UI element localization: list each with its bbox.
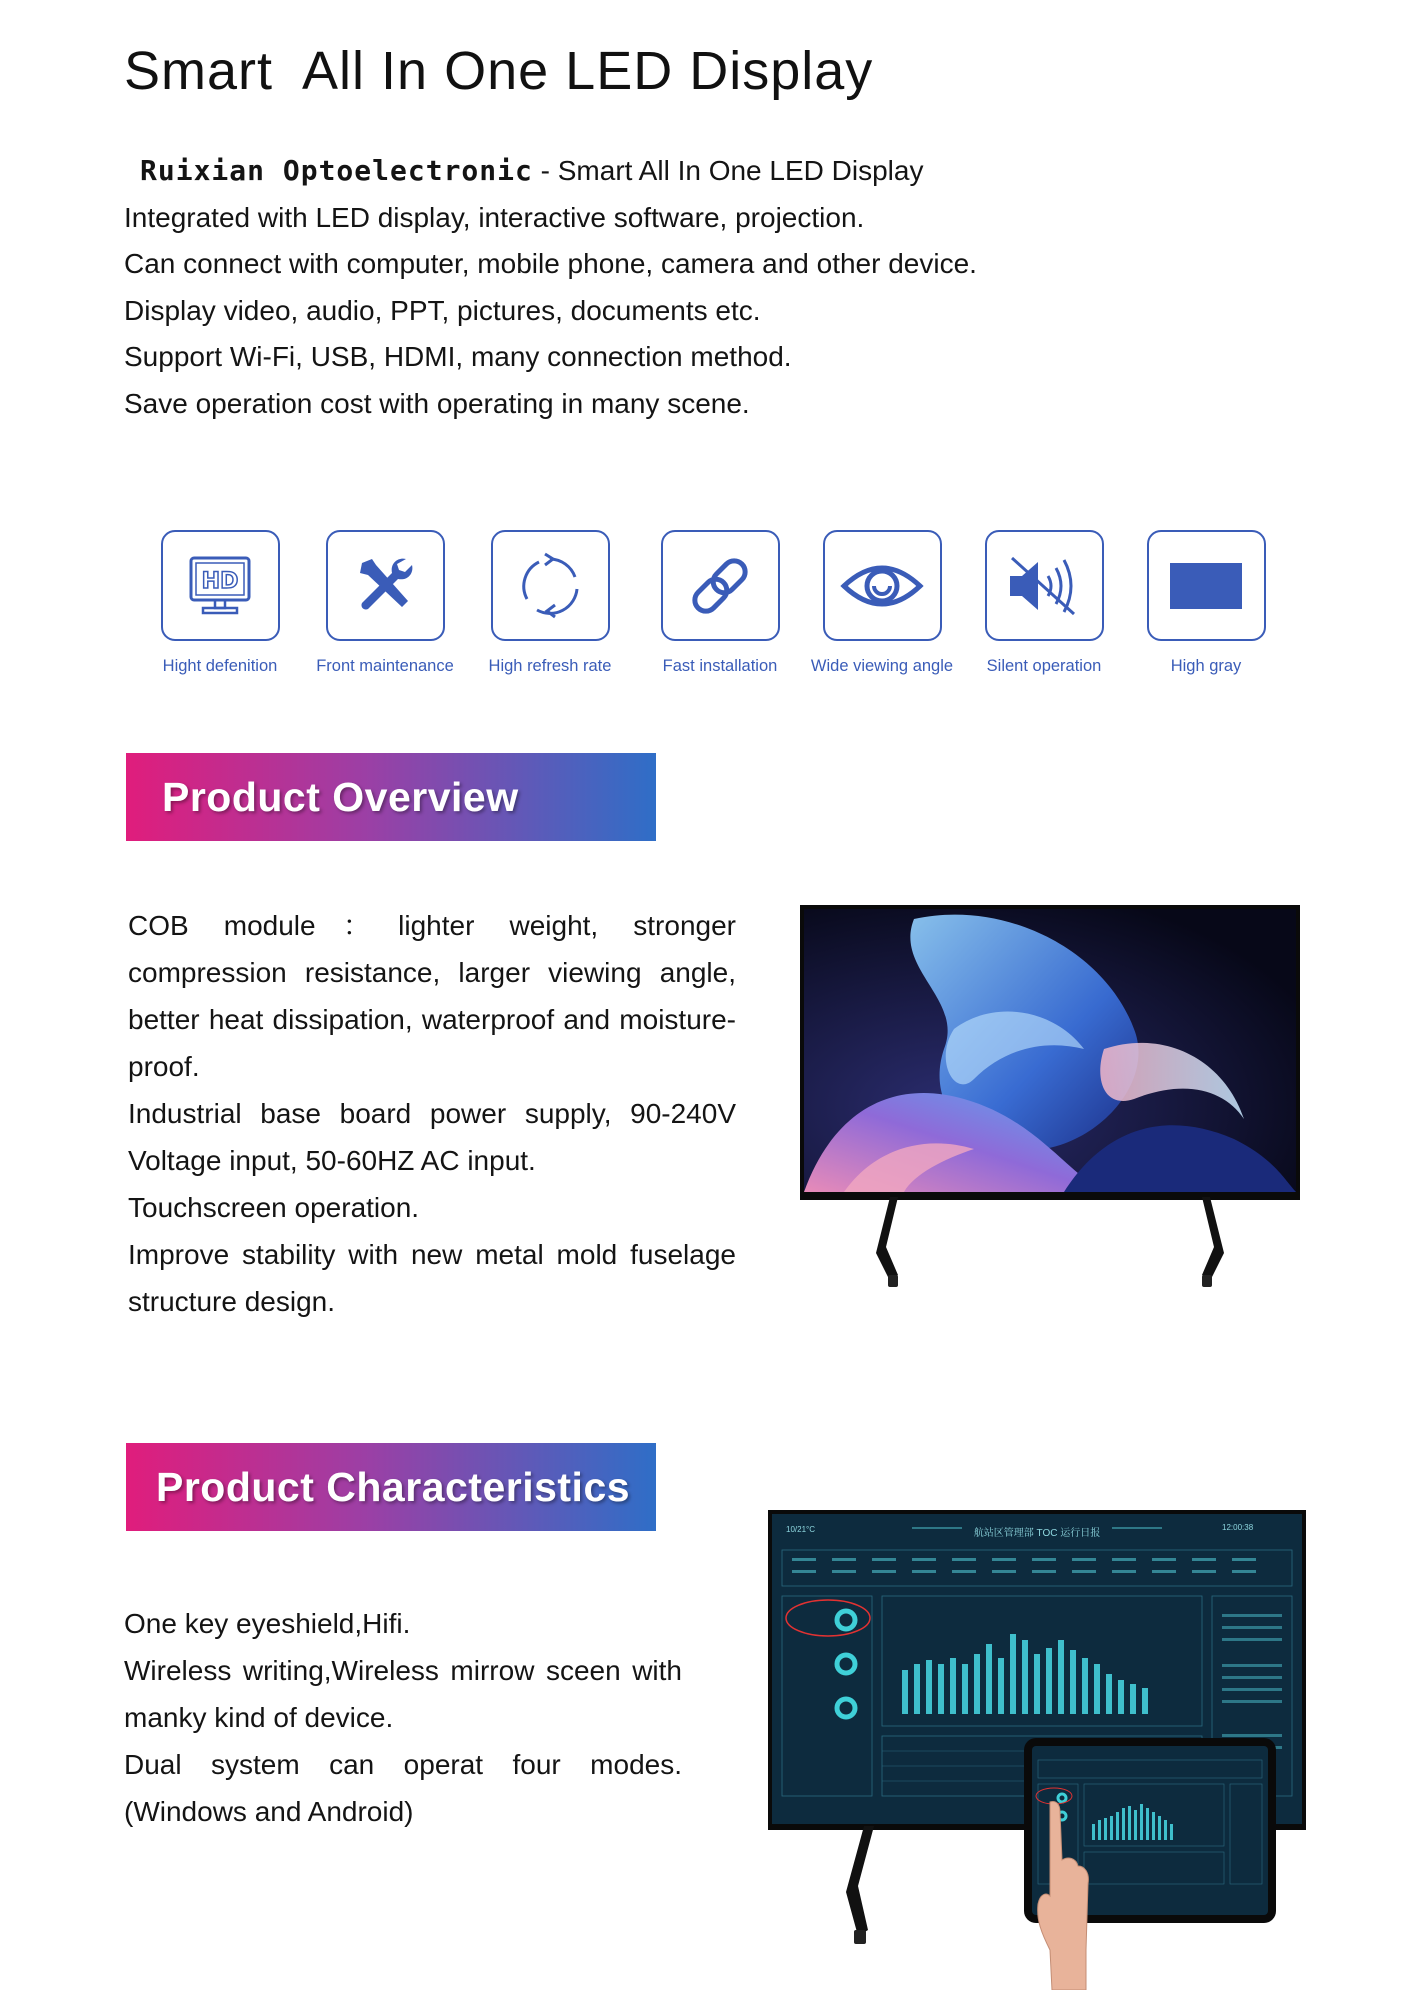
overview-heading: Product Overview [162, 773, 519, 820]
characteristics-paragraph: Wireless writing,Wireless mirrow sceen with manky kind of device. [124, 1655, 682, 1733]
overview-paragraph: Industrial base board power supply, 90-240V Voltage input, 50-60HZ AC input. [128, 1098, 736, 1176]
overview-banner [126, 753, 656, 841]
feature-icons [130, 530, 1280, 690]
gray-block-icon [1147, 530, 1266, 641]
speaker-muted-icon [985, 530, 1104, 641]
intro-line: Support Wi-Fi, USB, HDMI, many connection method. [124, 341, 792, 372]
feature-high-gray [1116, 530, 1296, 676]
overview-paragraph: Touchscreen operation. [128, 1192, 420, 1223]
intro-line: Display video, audio, PPT, pictures, documents etc. [124, 294, 761, 326]
intro-line: Can connect with computer, mobile phone, camera and other device. [124, 248, 977, 279]
feature-viewing-angle [792, 530, 972, 676]
characteristics-paragraph: Dual system can operat four modes.(Windows and Android) [124, 1749, 682, 1827]
characteristics-banner [126, 1443, 656, 1531]
overview-paragraph: COB module：lighter weight, stronger compression resistance, larger viewing angle, better heat dissipation, waterproof and moisture-proof. [128, 910, 736, 1082]
refresh-icon [491, 530, 610, 641]
feature-label: Hight defenition [162, 657, 278, 675]
overview-display-image [800, 905, 1300, 1285]
characteristics-text [124, 1600, 682, 1835]
characteristics-paragraph: One key eyeshield,Hifi. [124, 1608, 411, 1639]
wallpaper-screen [804, 909, 1296, 1192]
stand-leg-left [868, 1197, 908, 1287]
dashboard-title: 航站区管理部 TOC 运行日报 [973, 1528, 1101, 1539]
feature-label: Silent operation [986, 657, 1102, 675]
eye-icon [823, 530, 942, 641]
wrench-screwdriver-icon [326, 530, 445, 641]
feature-front-maintenance [295, 530, 475, 676]
hand-touch [1032, 1800, 1092, 1990]
feature-label: Fast installation [662, 657, 778, 675]
overview-text [128, 902, 736, 1325]
feature-label: Wide viewing angle [810, 657, 954, 675]
brand-suffix: - Smart All In One LED Display [532, 155, 924, 186]
dashboard-weather: 10/21°C [786, 1525, 815, 1534]
overview-paragraph: Improve stability with new metal mold fuselage structure design. [128, 1239, 736, 1317]
feature-label: High refresh rate [488, 657, 612, 675]
page-title: Smart All In One LED Display [124, 41, 874, 101]
feature-hd [130, 530, 310, 676]
characteristics-display-image [768, 1510, 1308, 1990]
hd-monitor-icon [161, 530, 280, 641]
feature-fast-installation [630, 530, 810, 676]
stand-leg-left [836, 1826, 886, 1946]
stand-leg-right [1192, 1197, 1232, 1287]
svg-text:HD: HD [201, 568, 239, 594]
feature-label: Front maintenance [316, 657, 454, 675]
intro-text [124, 148, 1274, 427]
feature-refresh [460, 530, 640, 676]
brand-name: Ruixian Optoelectronic [140, 154, 533, 187]
feature-label: High gray [1170, 657, 1242, 675]
intro-brand-line [124, 148, 1274, 195]
chain-link-icon [661, 530, 780, 641]
characteristics-heading: Product Characteristics [156, 1463, 631, 1510]
intro-line: Save operation cost with operating in many scene. [124, 387, 750, 419]
dashboard-time: 12:00:38 [1222, 1523, 1254, 1532]
intro-line: Integrated with LED display, interactive software, projection. [124, 201, 865, 233]
feature-silent [954, 530, 1134, 676]
